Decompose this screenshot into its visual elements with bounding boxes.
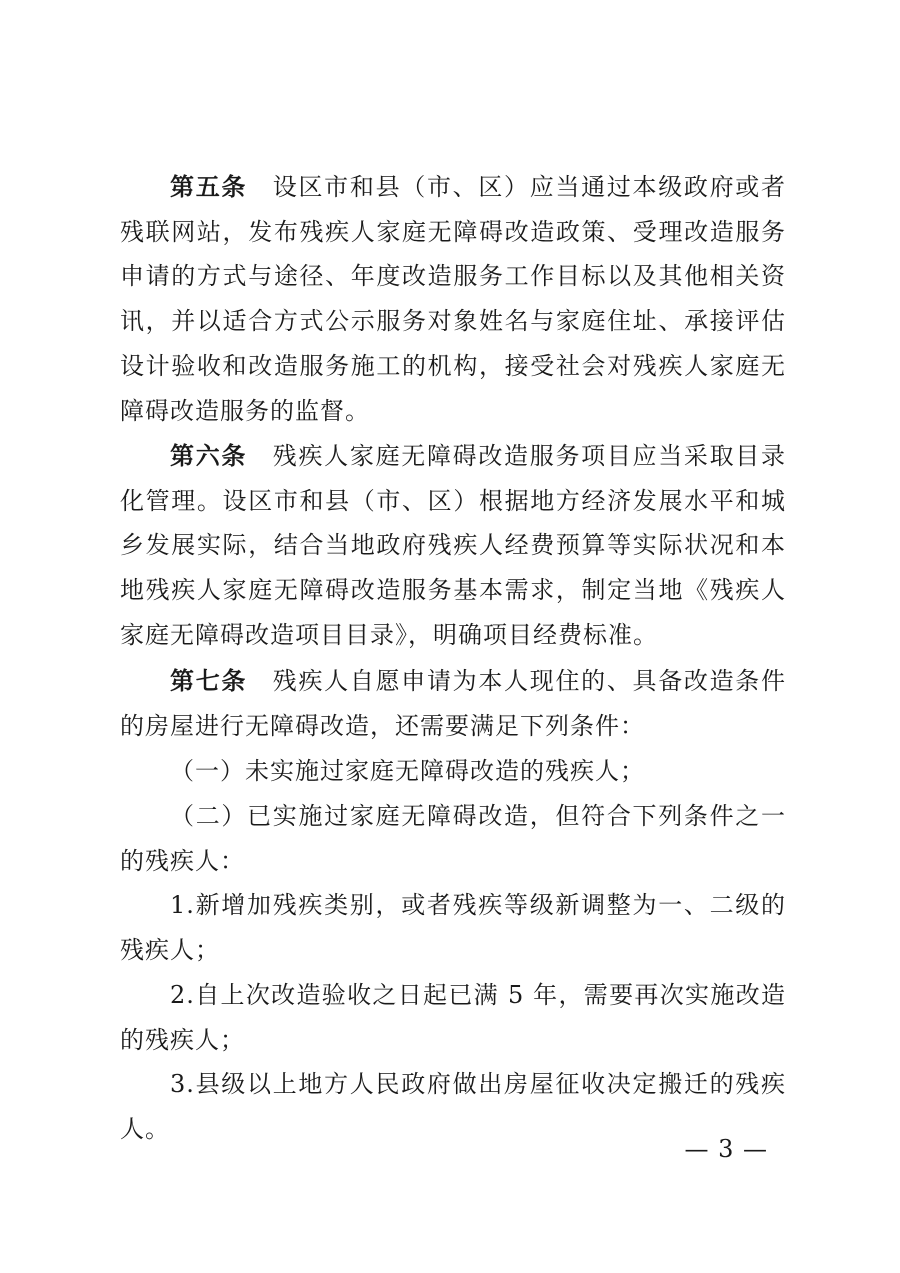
sub-item-3: 3.县级以上地方人民政府做出房屋征收决定搬迁的残疾人。 [120, 1070, 786, 1143]
article-7 [120, 659, 786, 748]
article-7-body: 残疾人自愿申请为本人现住的、具备改造条件的房屋进行无障碍改造，还需要满足下列条件： [120, 667, 787, 740]
sub-item-1: 1.新增加残疾类别，或者残疾等级新调整为一、二级的残疾人； [120, 891, 786, 964]
article-6-title: 第六条 [170, 442, 248, 470]
sub-item-2: 2.自上次改造验收之日起已满 5 年，需要再次实施改造的残疾人； [120, 981, 786, 1054]
article-5 [120, 165, 786, 433]
article-5-body: 设区市和县（市、区）应当通过本级政府或者残联网站，发布残疾人家庭无障碍改造政策、受理改造服务申请的方式与途径、年度改造服务工作目标以及其他相关资讯，并以适合方式公示服务对象姓名与家庭住址、承接评估设计验收和改造服务施工的机构，接受社会对残疾人家庭无障碍改造服务的监督。 [120, 173, 787, 425]
item-2: （二）已实施过家庭无障碍改造，但符合下列条件之一的残疾人： [120, 802, 786, 875]
article-6 [120, 434, 786, 658]
article-7-title: 第七条 [170, 667, 248, 695]
item-1: （一）未实施过家庭无障碍改造的残疾人； [170, 757, 645, 785]
article-6-body: 残疾人家庭无障碍改造服务项目应当采取目录化管理。设区市和县（市、区）根据地方经济发展水平和城乡发展实际，结合当地政府残疾人经费预算等实际状况和本地残疾人家庭无障碍改造服务基本需求，制定当地《残疾人家庭无障碍改造项目目录》，明确项目经费标准。 [120, 442, 787, 649]
page-number: — 3 — [684, 1135, 768, 1163]
article-5-title: 第五条 [170, 173, 248, 201]
